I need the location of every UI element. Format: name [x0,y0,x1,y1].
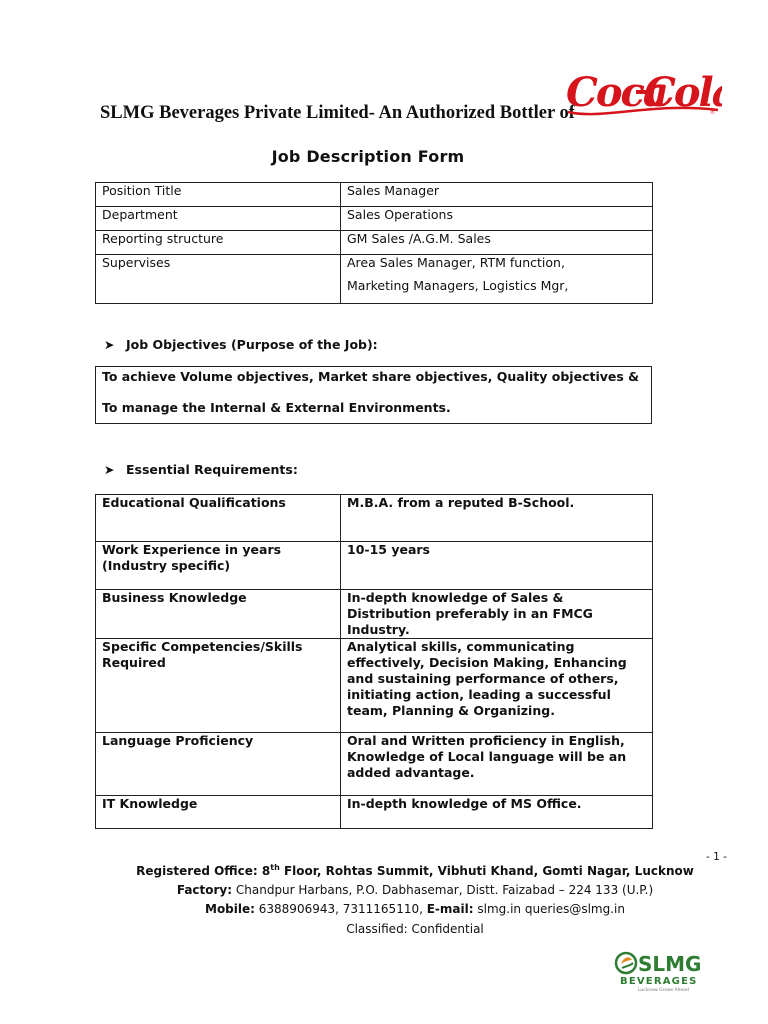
row-label: Specific Competencies/Skills Required [96,639,341,733]
row-value: Sales Manager [341,183,653,207]
row-label: Department [96,207,341,231]
row-value: Oral and Written proficiency in English, Knowledge of Local language will be an added advantage. [341,733,653,796]
registered-office-line [0,863,768,878]
row-value [341,255,653,304]
row-value: M.B.A. from a reputed B-School. [341,495,653,542]
mobile-label: Mobile: [205,902,255,916]
heading-text: Essential Requirements: [126,462,298,477]
factory-line [0,883,768,897]
svg-text:SLMG: SLMG [638,952,702,976]
page-number: - 1 - [706,851,727,863]
job-objectives-heading [104,337,378,352]
contact-line [0,902,768,916]
factory-label: Factory: [176,883,233,897]
svg-text:Cola: Col [644,69,712,116]
mobile-value: 6388906943, 7311165110, [254,902,427,916]
row-value: Sales Operations [341,207,653,231]
factory-value: Chandpur Harbans, P.O. Dabhasemar, Distt. Faizabad – 224 133 (U.P.) [232,883,654,897]
row-label: Educational Qualifications [96,495,341,542]
table-row [96,639,653,733]
table-row [96,495,653,542]
table-row [96,255,653,304]
registered-label: Registered Office: 8 [136,864,271,878]
row-value: Analytical skills, communicating effectively, Decision Making, Enhancing and sustaining performance of others, initiating action, leading a successful team, Planning & Organizing. [341,639,653,733]
svg-text:Lucknow Grows Ahead: Lucknow Grows Ahead [638,988,689,993]
svg-text:BEVERAGES: BEVERAGES [620,976,698,987]
table-row [96,183,653,207]
row-value: GM Sales /A.G.M. Sales [341,231,653,255]
row-label: IT Knowledge [96,796,341,829]
registered-rest: Floor, Rohtas Summit, Vibhuti Khand, Gomti Nagar, Lucknow [279,864,694,878]
company-line: SLMG Beverages Private Limited- An Authorized Bottler of [100,103,575,123]
arrow-bullet-icon: ➤ [104,337,115,352]
email-label: E-mail: [426,902,474,916]
supervises-line: Marketing Managers, Logistics Mgr, [347,278,569,293]
table-row [96,231,653,255]
coca-cola-logo [562,62,722,126]
registered-sup: th [270,863,280,872]
position-table [95,182,653,304]
row-label: Work Experience in years (Industry specific) [96,542,341,590]
row-value: In-depth knowledge of Sales & Distribution preferably in an FMCG Industry. [341,590,653,639]
table-row [96,207,653,231]
row-value: In-depth knowledge of MS Office. [341,796,653,829]
requirements-table [95,494,653,829]
essential-requirements-heading [104,462,298,477]
table-row [96,796,653,829]
table-row [96,542,653,590]
slmg-beverages-logo [612,948,722,998]
row-label: Business Knowledge [96,590,341,639]
form-title: Job Description Form [271,147,465,166]
arrow-bullet-icon: ➤ [104,462,115,477]
row-label: Language Proficiency [96,733,341,796]
row-label: Position Title [96,183,341,207]
heading-text: Job Objectives (Purpose of the Job): [126,337,378,352]
svg-text:Coca: Coca [566,69,667,116]
table-row [96,590,653,639]
row-value: 10-15 years [341,542,653,590]
objective-line: To achieve Volume objectives, Market share objectives, Quality objectives & [102,369,640,384]
classification-line: Classified: Confidential [346,922,484,936]
row-label: Supervises [96,255,341,304]
job-objectives-box [95,366,652,424]
supervises-line: Area Sales Manager, RTM function, [347,255,565,270]
email-value: slmg.in queries@slmg.in [473,902,625,916]
row-label: Reporting structure [96,231,341,255]
table-row [96,733,653,796]
svg-text:®: ® [710,110,715,116]
objective-line: To manage the Internal & External Environments. [102,400,451,415]
